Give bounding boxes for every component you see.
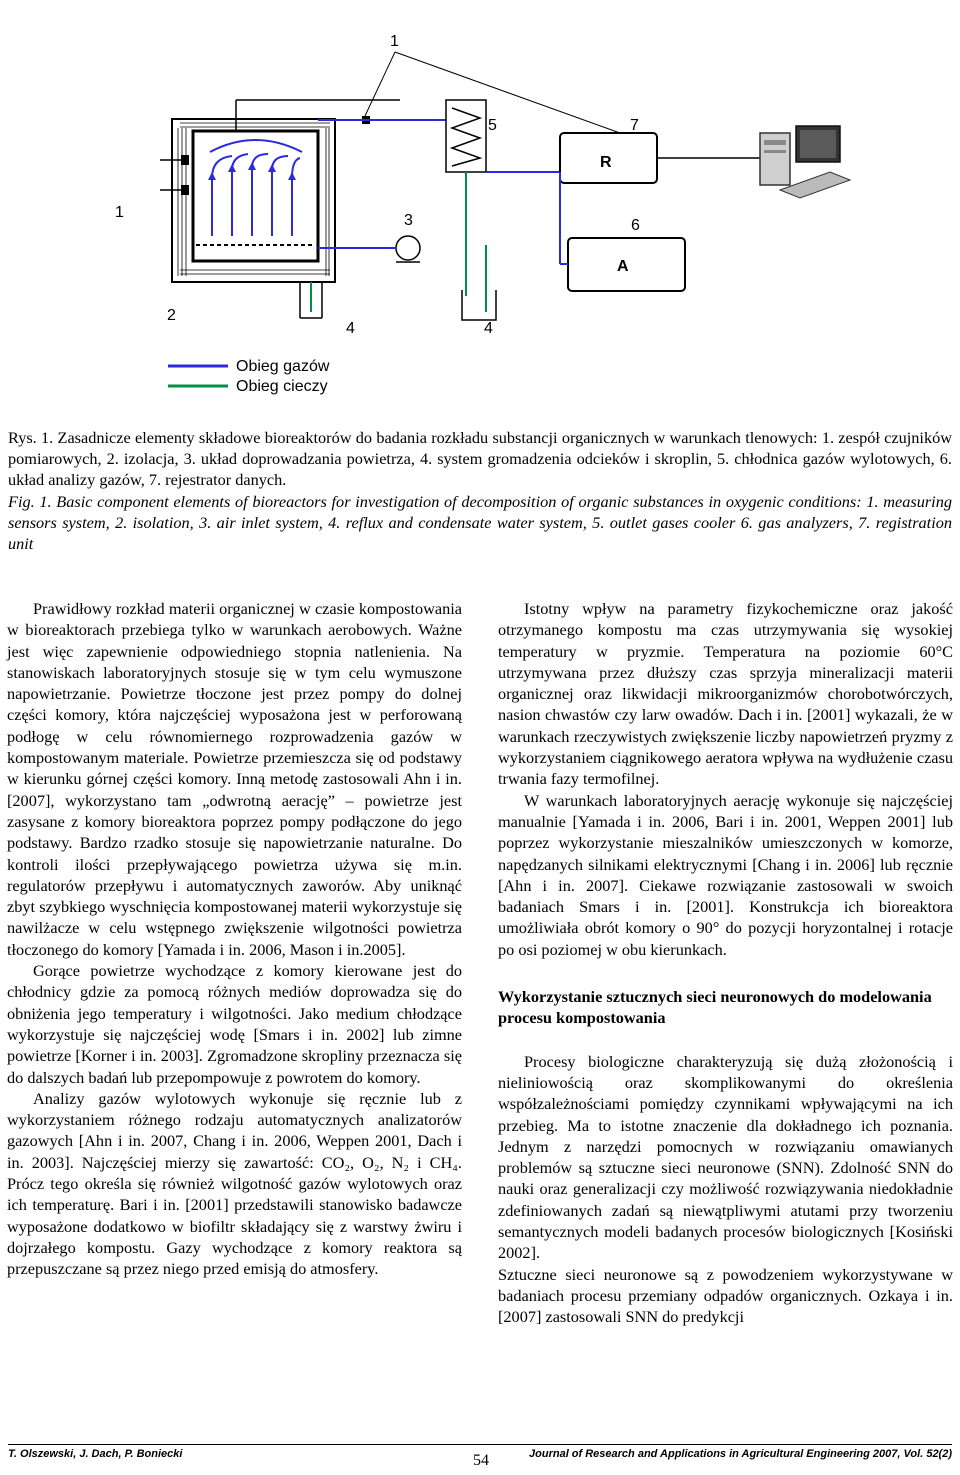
paragraph: Analizy gazów wylotowych wykonuje się ręcznie lub z wykorzystaniem różnego rodzaju automatycznych analizatorów gazowych [Ahn i in. 2007, Chang i in. 2006, Weppen 2001, Dach i in. 2003]. Najczęściej mierzy się zawartość: CO₂, O₂, N₂ i CH₄. Prócz tego określa się również wilgotność gazów wylotowych oraz ich temperaturę. Bari i in. [2001] przedstawili stanowisko badawcze wyposażone dodatkowo w biofiltr składający się z warstwy żwiru i dojrzałego kompostu. Gazy wychodzące z komory reaktora są przepuszczane są przez niego przed emisją do atmosfery.: [7, 1088, 462, 1279]
label-4-b: 4: [484, 320, 493, 337]
cooler-frame: [446, 100, 486, 172]
label-6: 6: [631, 217, 640, 234]
legend-liquid-label: Obieg cieczy: [236, 378, 328, 395]
footer-journal: Journal of Research and Applications in Agricultural Engineering 2007, Vol. 52(2): [529, 1448, 952, 1460]
section-heading: Wykorzystanie sztucznych sieci neuronowych do modelowania procesu kompostowania: [498, 987, 932, 1028]
caption-polish: Rys. 1. Zasadnicze elementy składowe bioreaktorów do badania rozkładu substancji organicznych w warunkach tlenowych: 1. zespół czujników pomiarowych, 2. izolacja, 3. układ doprowadzania powietrza, 4. system gromadzenia odcieków i skroplin, 5. chłodnica gazów wylotowych, 6. układ analizy gazów, 7. rejestrator danych.: [8, 428, 952, 490]
right-column: [498, 598, 953, 1328]
bioreactor-diagram: [0, 0, 960, 420]
label-5: 5: [488, 117, 497, 134]
label-R: R: [600, 154, 612, 171]
label-3: 3: [404, 212, 413, 229]
air-pump: [396, 236, 420, 260]
legend-gas-label: Obieg gazów: [236, 358, 330, 375]
paragraph: W warunkach laboratoryjnych aerację wykonuje się najczęściej manualnie [Yamada i in. 2006, Bari i in. 2001, Weppen 2001] lub poprzez wykorzystanie mieszalników umieszczonych w komorze, napędzanych silnikami elektrycznymi [Chang i in. 2006] lub ręcznie [Ahn i in. 2007]. Ciekawe rozwiązanie zastosowali w swoich badaniach Smars i in. [2001]. Konstrukcja ich bioreaktora umożliwiała obrót komory o 90° do pozycji horyzontalnej i rotacje po osi poziomej w obu kierunkach.: [498, 790, 953, 959]
figure-caption: [8, 427, 952, 554]
label-7: 7: [630, 117, 639, 134]
page-footer: [8, 1448, 952, 1472]
label-1-left: 1: [115, 204, 124, 221]
sensor-1: [181, 155, 189, 165]
paragraph: Sztuczne sieci neuronowe są z powodzeniem wykorzystywane w badaniach procesu przemiany odpadów organicznych. Ozkaya i in. [2007] zastosowali SNN do predykcji: [498, 1264, 953, 1327]
footer-rule: [8, 1444, 952, 1445]
caption-english: Fig. 1. Basic component elements of bioreactors for investigation of decomposition of organic substances in oxygenic conditions: 1. measuring sensors system, 2. isolation, 3. air inlet system, 4. reflux and condensate water system, 5. outlet gases cooler 6. gas analyzers, 7. registration unit: [8, 491, 952, 554]
paragraph: Gorące powietrze wychodzące z komory kierowane jest do chłodnicy gdzie za pomocą różnych mediów doprowadza się do obniżenia jego temperatury i wilgotności. Jako medium chłodzące wykorzystuje się najczęściej wodę [Smars i in. 2002] lub zimne powietrze [Korner i in. 2003]. Zgromadzone skropliny przeznacza się do dalszych badań lub przepompowuje z powrotem do komory.: [7, 961, 462, 1087]
gas-flow-arrows: [210, 140, 302, 236]
label-A: A: [617, 258, 629, 275]
label-2: 2: [167, 307, 176, 324]
label-1-top: 1: [390, 33, 399, 50]
sensor-2: [181, 185, 189, 195]
label-4-a: 4: [346, 320, 355, 337]
cooler-coil: [452, 108, 480, 166]
left-column: [7, 598, 462, 1280]
pointer-1-top: [365, 52, 395, 116]
footer-authors: T. Olszewski, J. Dach, P. Boniecki: [8, 1448, 183, 1460]
page-number: 54: [473, 1452, 489, 1469]
computer-icon: [760, 126, 850, 198]
paragraph: Procesy biologiczne charakteryzują się dużą złożonością i nieliniowością oraz skomplikowanymi do określenia współzależnościami pomiędzy czynnikami wpływającymi na ich przebieg. Ma to istotne znaczenie dla dokładnego ich poznania. Jednym z narzędzi pomocnych w rozwiązaniu omawianych problemów są sztuczne sieci neuronowe (SNN). Zdolność SNN do nauki oraz generalizacji czy możliwość rozwiązywania niedokładnie zdefiniowanych zadań są niewątpliwymi atutami przy tworzeniu semantycznych modeli badanych procesów biologicznych [Kosiński 2002].: [498, 1051, 953, 1263]
paragraph: Prawidłowy rozkład materii organicznej w czasie kompostowania w bioreaktorach przebiega tylko w warunkach aerobowych. Ważne jest więc zapewnienie odpowiedniego stopnia natlenienia. Na stanowiskach laboratoryjnych stosuje się w tym celu wymuszone napowietrzanie. Powietrze tłoczone jest przez pompy do dolnej części komory, która najczęściej wyposażona jest w perforowaną podłogę w celu równomiernego rozprowadzenia gazów w kompostowanym materiale. Powietrze przemieszcza się od podstawy w kierunku górnej części komory. Inną metodę zastosowali Ahn i in. [2007], wykorzystano tam „odwrotną aerację” – powietrze jest zasysane z komory bioreaktora poprzez pompy podłączone do jego podstawy. Bardzo rzadko stosuje się napowietrzanie naturalne. Do kontroli ilości przepływającego powietrza używa się m.in. regulatorów przepływu i automatycznych zaworów. Aby uniknąć zbyt szybkiego wyschnięcia kompostowanej materii wykorzystuje się nawilżacze w celu wstępnego zwiększenie wilgotności powietrza tłoczonego do komory [Yamada i in. 2006, Mason i in.2005].: [7, 599, 462, 959]
condensate-vessel-right: [462, 290, 496, 320]
paragraph: Istotny wpływ na parametry fizykochemiczne oraz jakość otrzymanego kompostu ma czas utrzymywania się wysokiej temperatury w pryzmie. Temperatura na poziomie 60°C utrzymywana przez dłuższy czas sprzyja mineralizacji materii organicznej oraz likwidacji mikroorganizmów chorobotwórczych, nasion chwastów czy larw owadów. Dach i in. [2001] wykazali, że w warunkach rzeczywistych zwiększenie liczby napowietrzeń pryzmy z wykorzystaniem ciągnikowego aeratora wpływa na wydłużenie czasu trwania fazy termofilnej.: [498, 599, 953, 789]
insulation-outer: [172, 119, 335, 282]
insulation-hatch: [178, 123, 330, 276]
